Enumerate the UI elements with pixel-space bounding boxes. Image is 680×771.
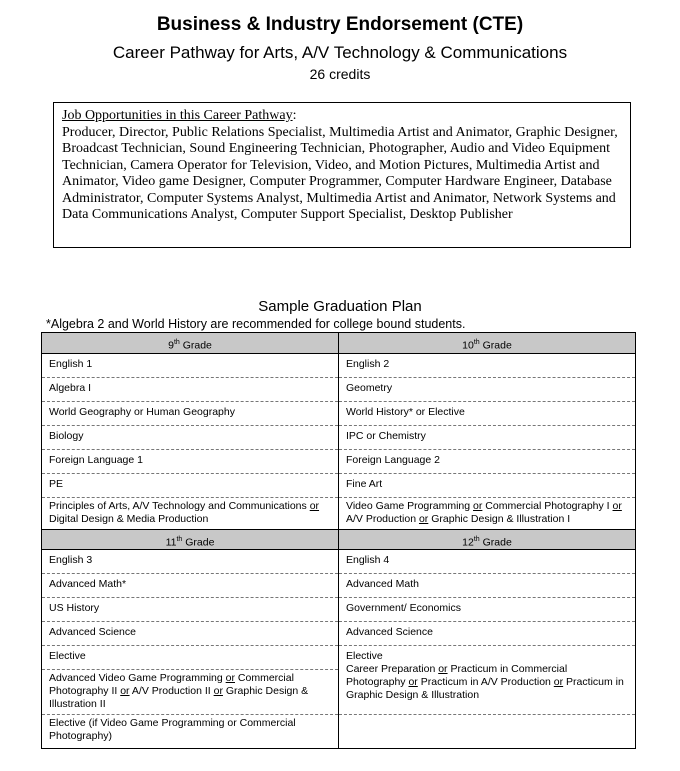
table-row	[42, 598, 636, 622]
table-row	[42, 401, 636, 425]
course-cell: English 1	[42, 353, 339, 377]
cte-course-cell: Advanced Video Game Programming or Commercial Photography II or A/V Production II or Graphic Design & Illustration II	[42, 670, 339, 715]
table-row	[42, 377, 636, 401]
grade-header-row	[42, 333, 636, 354]
course-cell: Elective	[42, 646, 339, 670]
graduation-plan-table	[41, 332, 636, 749]
job-opportunities-list: Producer, Director, Public Relations Specialist, Multimedia Artist and Animator, Graphic Designer, Broadcast Technician, Sound Engineering Technician, Photographer, Audio and Video Equipment Technician, Camera Operator for Television, Video, and Motion Pictures, Multimedia Artist and Animator, Video game Designer, Computer Programmer, Computer Hardware Engineer, Database Administrator, Computer Systems Analyst, Multimedia Artist and Animator, Network Systems and Data Communications Analyst, Computer Support Specialist, Desktop Publisher	[62, 124, 618, 222]
cte-course-text: Career Preparation or Practicum in Commercial Photography or Practicum in A/V Production or Practicum in Graphic Design & Illustration	[346, 663, 624, 701]
course-cell: English 2	[339, 353, 636, 377]
course-cell: IPC or Chemistry	[339, 425, 636, 449]
credits-label: 26 credits	[309, 66, 371, 82]
course-cell: Advanced Math	[339, 574, 636, 598]
elective-label: Elective	[346, 650, 383, 662]
course-cell: Elective (if Video Game Programming or Commercial Photography)	[42, 715, 339, 749]
course-cell: Algebra I	[42, 377, 339, 401]
course-cell: Advanced Science	[42, 622, 339, 646]
course-cell: Fine Art	[339, 473, 636, 497]
course-cell: World Geography or Human Geography	[42, 401, 339, 425]
job-opportunities-heading: Job Opportunities in this Career Pathway	[62, 108, 293, 123]
document-title: Business & Industry Endorsement (CTE)	[156, 14, 524, 35]
course-cell	[339, 646, 636, 715]
course-cell: Advanced Science	[339, 622, 636, 646]
course-cell: Biology	[42, 425, 339, 449]
table-row	[42, 425, 636, 449]
document-subtitle: Career Pathway for Arts, A/V Technology & Communications	[112, 43, 568, 62]
course-cell: US History	[42, 598, 339, 622]
table-row	[42, 715, 636, 749]
graduation-plan-title: Sample Graduation Plan	[258, 298, 422, 315]
course-cell: Advanced Math*	[42, 574, 339, 598]
table-row	[42, 574, 636, 598]
course-cell: English 3	[42, 550, 339, 574]
grade-12-header: 12th Grade	[339, 529, 636, 550]
course-cell: English 4	[339, 550, 636, 574]
cte-course-cell: Video Game Programming or Commercial Photography I or A/V Production or Graphic Design & Illustration I	[339, 497, 636, 529]
table-row	[42, 646, 636, 670]
table-row	[42, 622, 636, 646]
grade-10-header: 10th Grade	[339, 333, 636, 354]
table-row	[42, 449, 636, 473]
grade-11-header: 11th Grade	[42, 529, 339, 550]
graduation-plan-note: *Algebra 2 and World History are recommended for college bound students.	[46, 317, 466, 331]
job-heading-colon: :	[292, 108, 297, 123]
table-row	[42, 497, 636, 529]
course-cell: Foreign Language 1	[42, 449, 339, 473]
grade-header-row	[42, 529, 636, 550]
grade-9-header: 9th Grade	[42, 333, 339, 354]
course-cell: Geometry	[339, 377, 636, 401]
table-row	[42, 353, 636, 377]
course-cell: PE	[42, 473, 339, 497]
table-row	[42, 550, 636, 574]
course-cell	[339, 715, 636, 749]
course-cell: Foreign Language 2	[339, 449, 636, 473]
table-row	[42, 473, 636, 497]
course-cell: World History* or Elective	[339, 401, 636, 425]
cte-course-cell: Principles of Arts, A/V Technology and Communications or Digital Design & Media Production	[42, 497, 339, 529]
course-cell: Government/ Economics	[339, 598, 636, 622]
job-opportunities-box	[53, 102, 631, 248]
